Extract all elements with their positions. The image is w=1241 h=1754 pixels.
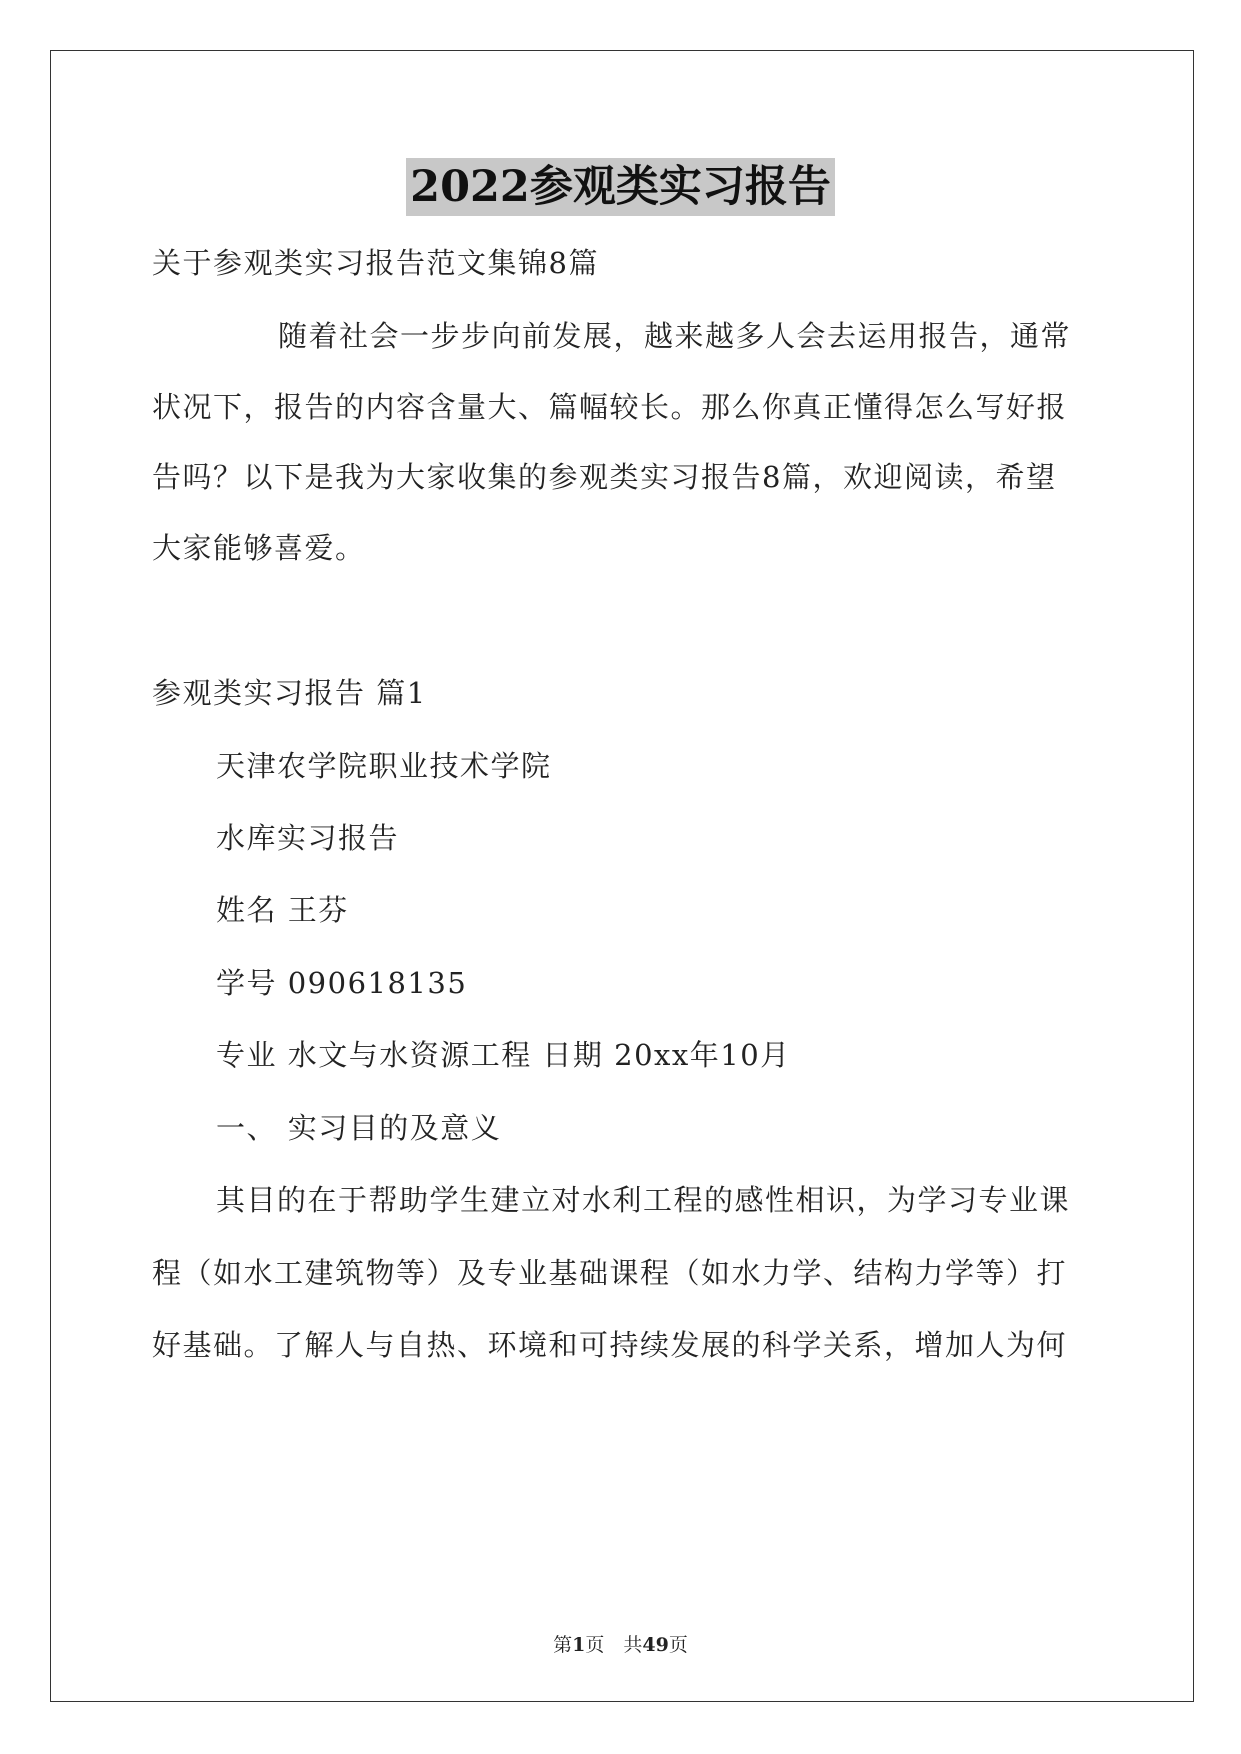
info-line-report-name: 水库实习报告 xyxy=(216,821,400,855)
footer-total-pages: 49 xyxy=(642,1634,669,1656)
info-line-major-date: 专业 水文与水资源工程 日期 20xx年10月 xyxy=(216,1038,791,1072)
body-line-1: 其目的在于帮助学生建立对水利工程的感性相识，为学习专业课 xyxy=(216,1183,1071,1217)
intro-line-1: 随着社会一步步向前发展，越来越多人会去运用报告，通常 xyxy=(278,319,1072,353)
body-line-2: 程（如水工建筑物等）及专业基础课程（如水力学、结构力学等）打 xyxy=(152,1256,1068,1290)
info-line-student-id: 学号 090618135 xyxy=(216,966,468,1000)
document-subtitle: 关于参观类实习报告范文集锦8篇 xyxy=(152,246,599,280)
document-title: 2022参观类实习报告 xyxy=(406,158,835,216)
info-line-student-name: 姓名 王芬 xyxy=(216,893,349,927)
heading-purpose: 一、 实习目的及意义 xyxy=(216,1111,502,1145)
intro-line-2: 状况下，报告的内容含量大、篇幅较长。那么你真正懂得怎么写好报 xyxy=(152,390,1068,424)
page-border xyxy=(50,50,1194,1702)
info-line-school: 天津农学院职业技术学院 xyxy=(216,749,552,783)
footer-middle: 页 共 xyxy=(585,1634,643,1656)
section-heading: 参观类实习报告 篇1 xyxy=(152,676,427,710)
page-footer xyxy=(0,1633,1241,1657)
body-line-3: 好基础。了解人与自热、环境和可持续发展的科学关系，增加人为何 xyxy=(152,1328,1068,1362)
footer-suffix: 页 xyxy=(668,1634,688,1656)
footer-page-number: 1 xyxy=(572,1634,586,1656)
title-wrap xyxy=(0,158,1241,216)
footer-prefix: 第 xyxy=(553,1634,573,1656)
intro-line-4: 大家能够喜爱。 xyxy=(152,531,366,565)
intro-line-3: 告吗？以下是我为大家收集的参观类实习报告8篇，欢迎阅读，希望 xyxy=(152,460,1057,494)
